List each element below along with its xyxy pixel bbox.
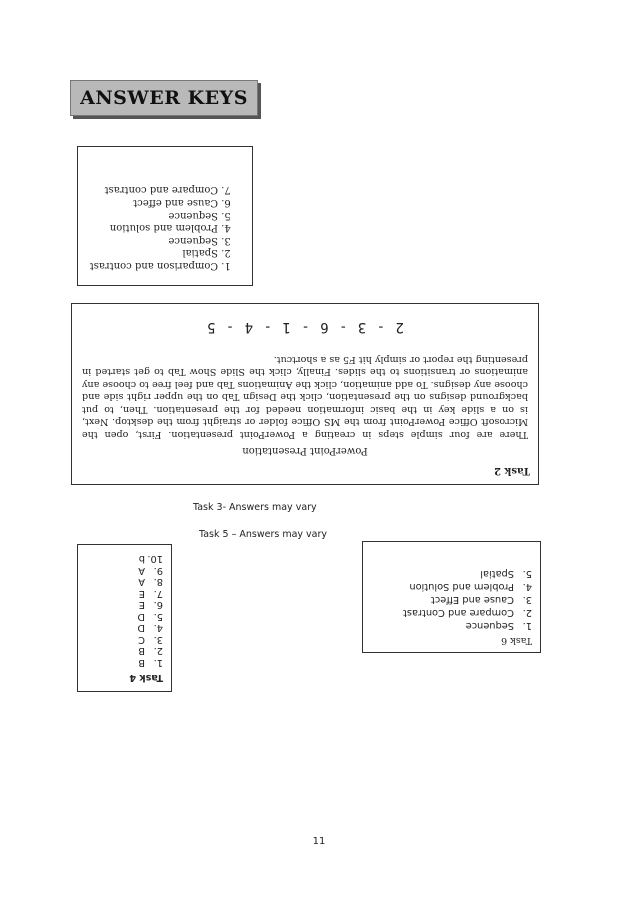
item-number: 5. bbox=[153, 611, 163, 622]
item-answer: Cause and Effect bbox=[430, 594, 514, 605]
task2-answer-box bbox=[71, 303, 539, 485]
item-number: 4. bbox=[153, 622, 163, 634]
list-item bbox=[137, 588, 163, 600]
item-number: 1. bbox=[522, 620, 532, 631]
task1-answer-list bbox=[78, 183, 252, 285]
item-answer: D bbox=[137, 611, 145, 622]
task5-note: Task 5 – Answers may vary bbox=[199, 529, 328, 540]
task6-answer-list bbox=[403, 567, 532, 632]
list-item: 2. Spatial bbox=[88, 246, 218, 259]
item-number: 4. bbox=[522, 581, 532, 592]
item-answer: A bbox=[138, 576, 145, 588]
list-item bbox=[137, 565, 163, 577]
list-item bbox=[137, 657, 163, 669]
list-item bbox=[137, 645, 163, 657]
item-answer: E bbox=[138, 588, 145, 599]
task1-answer-box bbox=[77, 146, 253, 286]
task4-answer-box bbox=[77, 544, 172, 692]
list-item bbox=[137, 634, 163, 646]
list-item: 1. Comparison and contrast bbox=[88, 258, 218, 271]
list-item bbox=[137, 599, 163, 611]
list-item: 3. Sequence bbox=[88, 233, 218, 246]
item-number: 5. bbox=[522, 568, 532, 579]
task4-title: Task 4 bbox=[129, 672, 163, 683]
item-number: 7. bbox=[153, 588, 163, 599]
list-item: 5. Sequence bbox=[88, 208, 218, 221]
item-answer: Compare and Contrast bbox=[403, 607, 514, 618]
item-number: 9. bbox=[153, 565, 163, 576]
item-answer: B bbox=[138, 657, 145, 668]
item-answer: Problem and Solution bbox=[409, 581, 514, 592]
item-answer: Spatial bbox=[480, 568, 514, 579]
page-number: 11 bbox=[312, 836, 326, 847]
item-answer: b bbox=[138, 553, 145, 565]
task4-answer-list bbox=[137, 553, 163, 668]
task6-title: Task 6 bbox=[501, 635, 532, 646]
item-number: 2. bbox=[522, 607, 532, 618]
list-item: 4. Problem and solution bbox=[88, 221, 218, 234]
item-answer: D bbox=[137, 622, 145, 634]
item-number: 3. bbox=[153, 634, 163, 645]
list-item: 7. Compare and contrast bbox=[88, 183, 218, 196]
list-item bbox=[137, 611, 163, 623]
item-number: 6. bbox=[153, 599, 163, 611]
list-item: 6. Cause and effect bbox=[88, 195, 218, 208]
task3-note: Task 3- Answers may vary bbox=[193, 502, 317, 513]
item-number: 8. bbox=[153, 576, 163, 588]
item-answer: Sequence bbox=[465, 620, 514, 631]
item-answer: C bbox=[138, 634, 145, 645]
item-answer: A bbox=[138, 565, 145, 576]
item-number: 1. bbox=[153, 657, 163, 668]
list-item bbox=[137, 553, 163, 565]
item-answer: E bbox=[138, 599, 145, 611]
item-number: 2. bbox=[153, 645, 163, 657]
task6-answer-box bbox=[362, 541, 541, 653]
list-item bbox=[403, 619, 532, 632]
list-item bbox=[403, 580, 532, 593]
task2-sequence: 2 - 3 - 6 - 1 - 4 - 5 bbox=[206, 319, 405, 335]
list-item bbox=[403, 606, 532, 619]
list-item bbox=[403, 593, 532, 606]
task2-subtitle: PowerPoint Presentation bbox=[242, 445, 368, 456]
item-number: 10. bbox=[147, 553, 163, 565]
list-item bbox=[403, 567, 532, 580]
task2-title: Task 2 bbox=[494, 465, 530, 476]
item-answer: B bbox=[138, 645, 145, 657]
list-item bbox=[137, 576, 163, 588]
list-item bbox=[137, 622, 163, 634]
answer-keys-header bbox=[70, 80, 258, 116]
answer-keys-title: ANSWER KEYS bbox=[80, 87, 248, 109]
item-number: 3. bbox=[522, 594, 532, 605]
task2-paragraph: There are four simple steps in creating a PowerPoint presentation. First, open the Microsoft Office PowerPoint from the MS Office folder or straight from the desktop. Next, is on a slide key in the basic information needed for the presentation. Then, to put background designs on the presentation, click the Design Tab on the upper right side and choose any designs. To add animation, click the Animations Tab and feel free to choose any animations or transitions to the slides. Finally, click the Slide Show Tab to get started in presenting the report or simply hit F5 as a shortcut. bbox=[82, 354, 528, 440]
